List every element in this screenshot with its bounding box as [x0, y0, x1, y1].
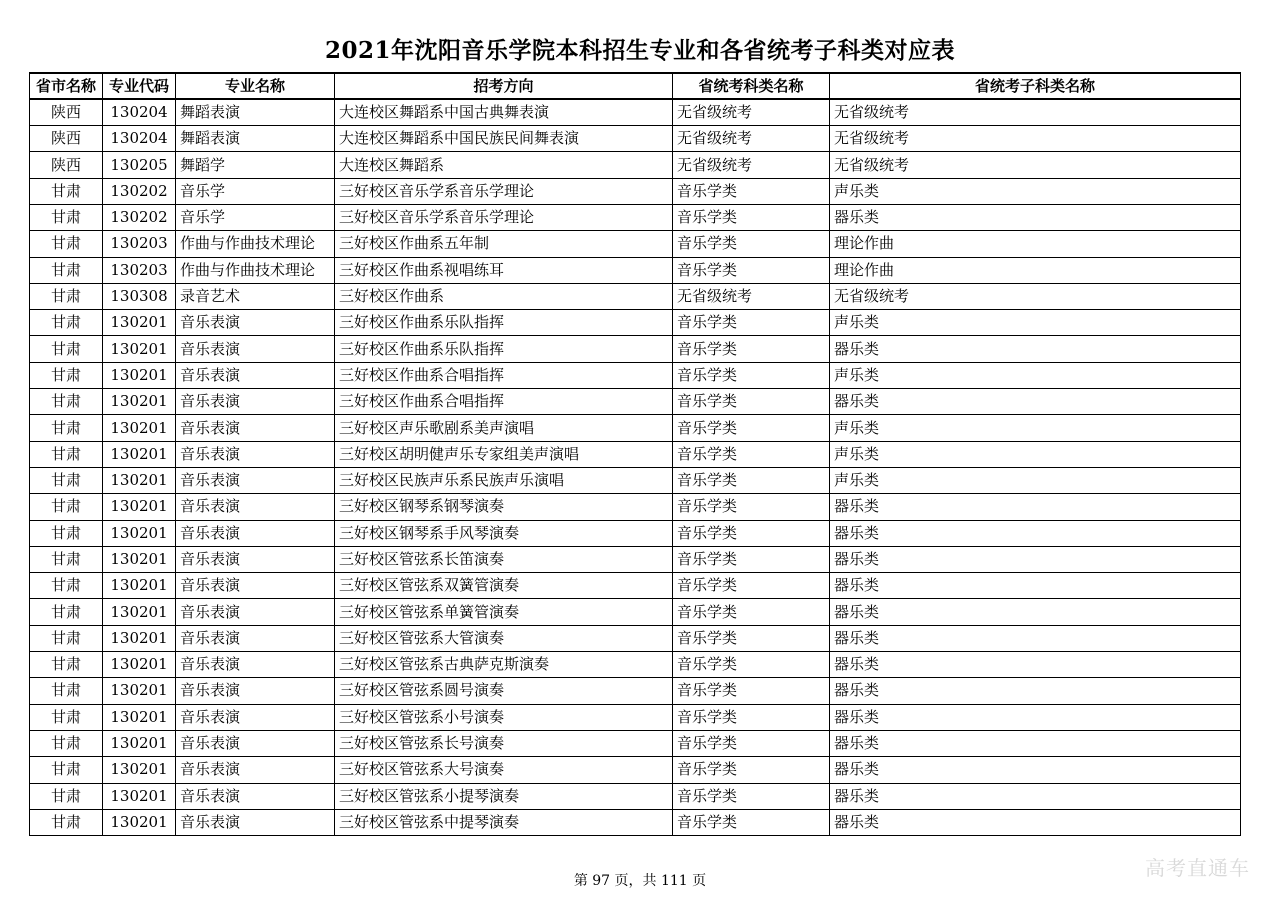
major-code-cell: 130201 [103, 336, 176, 362]
province-cell: 甘肃 [30, 336, 103, 362]
major-name-cell: 音乐表演 [176, 573, 335, 599]
direction-cell: 三好校区作曲系乐队指挥 [335, 336, 673, 362]
major-name-cell: 作曲与作曲技术理论 [176, 257, 335, 283]
major-name-cell: 音乐表演 [176, 652, 335, 678]
direction-cell: 三好校区管弦系长笛演奏 [335, 546, 673, 572]
header-direction: 招考方向 [335, 73, 673, 99]
exam-category-cell: 音乐学类 [673, 310, 830, 336]
exam-subcategory-cell: 理论作曲 [830, 257, 1241, 283]
major-name-cell: 音乐表演 [176, 809, 335, 835]
exam-subcategory-cell: 器乐类 [830, 652, 1241, 678]
province-cell: 甘肃 [30, 362, 103, 388]
exam-subcategory-cell: 声乐类 [830, 310, 1241, 336]
major-code-cell: 130201 [103, 809, 176, 835]
table-row [30, 99, 1241, 125]
direction-cell: 三好校区作曲系乐队指挥 [335, 310, 673, 336]
major-name-cell: 音乐表演 [176, 730, 335, 756]
major-code-cell: 130202 [103, 178, 176, 204]
province-cell: 甘肃 [30, 178, 103, 204]
direction-cell: 大连校区舞蹈系中国民族民间舞表演 [335, 126, 673, 152]
exam-subcategory-cell: 器乐类 [830, 204, 1241, 230]
table-row [30, 809, 1241, 835]
exam-category-cell: 音乐学类 [673, 204, 830, 230]
exam-category-cell: 音乐学类 [673, 757, 830, 783]
table-row [30, 467, 1241, 493]
province-cell: 甘肃 [30, 652, 103, 678]
major-code-cell: 130201 [103, 757, 176, 783]
table-row [30, 310, 1241, 336]
major-name-cell: 舞蹈表演 [176, 126, 335, 152]
exam-category-cell: 音乐学类 [673, 573, 830, 599]
exam-subcategory-cell: 器乐类 [830, 389, 1241, 415]
province-cell: 甘肃 [30, 809, 103, 835]
province-cell: 甘肃 [30, 389, 103, 415]
exam-subcategory-cell: 声乐类 [830, 415, 1241, 441]
exam-category-cell: 无省级统考 [673, 126, 830, 152]
exam-subcategory-cell: 器乐类 [830, 599, 1241, 625]
province-cell: 甘肃 [30, 204, 103, 230]
exam-subcategory-cell: 器乐类 [830, 704, 1241, 730]
province-cell: 陕西 [30, 152, 103, 178]
major-code-cell: 130201 [103, 389, 176, 415]
major-name-cell: 音乐表演 [176, 441, 335, 467]
exam-category-cell: 音乐学类 [673, 178, 830, 204]
major-code-cell: 130201 [103, 704, 176, 730]
major-code-cell: 130204 [103, 99, 176, 125]
major-code-cell: 130201 [103, 494, 176, 520]
direction-cell: 三好校区作曲系视唱练耳 [335, 257, 673, 283]
direction-cell: 三好校区管弦系大管演奏 [335, 625, 673, 651]
table-row [30, 126, 1241, 152]
direction-cell: 三好校区音乐学系音乐学理论 [335, 204, 673, 230]
major-code-cell: 130201 [103, 599, 176, 625]
major-code-cell: 130203 [103, 257, 176, 283]
table-row [30, 415, 1241, 441]
table-row [30, 336, 1241, 362]
table-row [30, 599, 1241, 625]
direction-cell: 大连校区舞蹈系中国古典舞表演 [335, 99, 673, 125]
province-cell: 甘肃 [30, 783, 103, 809]
direction-cell: 三好校区作曲系合唱指挥 [335, 362, 673, 388]
major-name-cell: 音乐表演 [176, 546, 335, 572]
table-row [30, 283, 1241, 309]
exam-category-cell: 音乐学类 [673, 704, 830, 730]
exam-category-cell: 音乐学类 [673, 494, 830, 520]
province-cell: 甘肃 [30, 546, 103, 572]
major-code-cell: 130204 [103, 126, 176, 152]
major-name-cell: 音乐表演 [176, 783, 335, 809]
header-exam-category: 省统考科类名称 [673, 73, 830, 99]
direction-cell: 三好校区钢琴系钢琴演奏 [335, 494, 673, 520]
direction-cell: 三好校区钢琴系手风琴演奏 [335, 520, 673, 546]
major-name-cell: 音乐表演 [176, 310, 335, 336]
major-name-cell: 音乐表演 [176, 494, 335, 520]
header-major-code: 专业代码 [103, 73, 176, 99]
exam-category-cell: 音乐学类 [673, 231, 830, 257]
province-cell: 甘肃 [30, 283, 103, 309]
header-exam-subcategory: 省统考子科类名称 [830, 73, 1241, 99]
major-name-cell: 音乐表演 [176, 625, 335, 651]
major-name-cell: 录音艺术 [176, 283, 335, 309]
table-row [30, 204, 1241, 230]
major-code-cell: 130201 [103, 546, 176, 572]
direction-cell: 三好校区管弦系圆号演奏 [335, 678, 673, 704]
table-row [30, 152, 1241, 178]
exam-category-cell: 无省级统考 [673, 99, 830, 125]
exam-category-cell: 音乐学类 [673, 336, 830, 362]
exam-subcategory-cell: 器乐类 [830, 573, 1241, 599]
table-row [30, 704, 1241, 730]
province-cell: 陕西 [30, 126, 103, 152]
header-major-name: 专业名称 [176, 73, 335, 99]
exam-category-cell: 音乐学类 [673, 599, 830, 625]
exam-subcategory-cell: 器乐类 [830, 494, 1241, 520]
province-cell: 甘肃 [30, 467, 103, 493]
exam-subcategory-cell: 器乐类 [830, 783, 1241, 809]
major-code-cell: 130201 [103, 678, 176, 704]
province-cell: 甘肃 [30, 599, 103, 625]
exam-category-cell: 音乐学类 [673, 467, 830, 493]
page-footer: 第 97 页，共 111 页 [573, 873, 707, 889]
page-title: 2021年沈阳音乐学院本科招生专业和各省统考子科类对应表 [324, 37, 955, 64]
table-header [30, 73, 1241, 99]
exam-category-cell: 音乐学类 [673, 520, 830, 546]
province-cell: 甘肃 [30, 257, 103, 283]
table-row [30, 573, 1241, 599]
province-cell: 甘肃 [30, 415, 103, 441]
table-row [30, 441, 1241, 467]
direction-cell: 三好校区声乐歌剧系美声演唱 [335, 415, 673, 441]
watermark: 高考直通车 [1145, 856, 1250, 880]
exam-subcategory-cell: 声乐类 [830, 467, 1241, 493]
direction-cell: 三好校区作曲系合唱指挥 [335, 389, 673, 415]
direction-cell: 三好校区管弦系长号演奏 [335, 730, 673, 756]
major-code-cell: 130201 [103, 310, 176, 336]
exam-subcategory-cell: 声乐类 [830, 362, 1241, 388]
table-row [30, 389, 1241, 415]
province-cell: 甘肃 [30, 520, 103, 546]
major-code-cell: 130201 [103, 652, 176, 678]
exam-subcategory-cell: 无省级统考 [830, 152, 1241, 178]
table-row [30, 494, 1241, 520]
major-name-cell: 音乐表演 [176, 599, 335, 625]
province-cell: 甘肃 [30, 757, 103, 783]
table-row [30, 757, 1241, 783]
major-name-cell: 音乐表演 [176, 520, 335, 546]
exam-subcategory-cell: 声乐类 [830, 178, 1241, 204]
exam-category-cell: 音乐学类 [673, 625, 830, 651]
direction-cell: 三好校区管弦系单簧管演奏 [335, 599, 673, 625]
major-name-cell: 音乐表演 [176, 704, 335, 730]
table-row [30, 546, 1241, 572]
major-name-cell: 音乐表演 [176, 389, 335, 415]
major-code-cell: 130201 [103, 520, 176, 546]
table-row [30, 231, 1241, 257]
table-body [30, 99, 1241, 835]
province-cell: 甘肃 [30, 678, 103, 704]
exam-subcategory-cell: 无省级统考 [830, 99, 1241, 125]
exam-subcategory-cell: 无省级统考 [830, 283, 1241, 309]
major-name-cell: 舞蹈表演 [176, 99, 335, 125]
exam-category-cell: 音乐学类 [673, 678, 830, 704]
exam-category-cell: 音乐学类 [673, 257, 830, 283]
direction-cell: 三好校区音乐学系音乐学理论 [335, 178, 673, 204]
exam-subcategory-cell: 器乐类 [830, 730, 1241, 756]
direction-cell: 三好校区胡明健声乐专家组美声演唱 [335, 441, 673, 467]
exam-subcategory-cell: 器乐类 [830, 678, 1241, 704]
direction-cell: 三好校区作曲系五年制 [335, 231, 673, 257]
major-code-cell: 130308 [103, 283, 176, 309]
header-row [30, 73, 1241, 99]
major-name-cell: 音乐表演 [176, 678, 335, 704]
table-row [30, 783, 1241, 809]
exam-category-cell: 音乐学类 [673, 546, 830, 572]
exam-category-cell: 无省级统考 [673, 152, 830, 178]
major-code-cell: 130201 [103, 783, 176, 809]
major-code-cell: 130205 [103, 152, 176, 178]
province-cell: 甘肃 [30, 441, 103, 467]
table-row [30, 178, 1241, 204]
major-mapping-table [29, 72, 1241, 836]
province-cell: 甘肃 [30, 730, 103, 756]
major-code-cell: 130201 [103, 362, 176, 388]
province-cell: 甘肃 [30, 231, 103, 257]
major-code-cell: 130203 [103, 231, 176, 257]
direction-cell: 三好校区管弦系古典萨克斯演奏 [335, 652, 673, 678]
direction-cell: 三好校区民族声乐系民族声乐演唱 [335, 467, 673, 493]
direction-cell: 三好校区管弦系双簧管演奏 [335, 573, 673, 599]
table-row [30, 257, 1241, 283]
province-cell: 甘肃 [30, 704, 103, 730]
exam-subcategory-cell: 器乐类 [830, 336, 1241, 362]
exam-category-cell: 音乐学类 [673, 730, 830, 756]
exam-category-cell: 音乐学类 [673, 783, 830, 809]
direction-cell: 三好校区管弦系小提琴演奏 [335, 783, 673, 809]
major-name-cell: 音乐学 [176, 178, 335, 204]
exam-category-cell: 音乐学类 [673, 809, 830, 835]
major-code-cell: 130201 [103, 441, 176, 467]
major-code-cell: 130201 [103, 730, 176, 756]
exam-subcategory-cell: 器乐类 [830, 546, 1241, 572]
major-code-cell: 130201 [103, 415, 176, 441]
exam-subcategory-cell: 器乐类 [830, 625, 1241, 651]
major-name-cell: 作曲与作曲技术理论 [176, 231, 335, 257]
direction-cell: 大连校区舞蹈系 [335, 152, 673, 178]
table-row [30, 678, 1241, 704]
direction-cell: 三好校区管弦系中提琴演奏 [335, 809, 673, 835]
major-code-cell: 130202 [103, 204, 176, 230]
exam-subcategory-cell: 理论作曲 [830, 231, 1241, 257]
major-name-cell: 音乐表演 [176, 467, 335, 493]
table-row [30, 652, 1241, 678]
major-name-cell: 音乐学 [176, 204, 335, 230]
exam-category-cell: 音乐学类 [673, 415, 830, 441]
major-name-cell: 音乐表演 [176, 336, 335, 362]
direction-cell: 三好校区作曲系 [335, 283, 673, 309]
direction-cell: 三好校区管弦系小号演奏 [335, 704, 673, 730]
major-code-cell: 130201 [103, 625, 176, 651]
header-province: 省市名称 [30, 73, 103, 99]
exam-subcategory-cell: 器乐类 [830, 809, 1241, 835]
province-cell: 甘肃 [30, 625, 103, 651]
exam-category-cell: 音乐学类 [673, 441, 830, 467]
table-row [30, 362, 1241, 388]
major-name-cell: 音乐表演 [176, 362, 335, 388]
exam-category-cell: 音乐学类 [673, 362, 830, 388]
exam-subcategory-cell: 器乐类 [830, 520, 1241, 546]
exam-subcategory-cell: 器乐类 [830, 757, 1241, 783]
major-code-cell: 130201 [103, 573, 176, 599]
direction-cell: 三好校区管弦系大号演奏 [335, 757, 673, 783]
exam-subcategory-cell: 无省级统考 [830, 126, 1241, 152]
major-code-cell: 130201 [103, 467, 176, 493]
table-row [30, 625, 1241, 651]
exam-category-cell: 音乐学类 [673, 652, 830, 678]
table-row [30, 520, 1241, 546]
major-name-cell: 音乐表演 [176, 757, 335, 783]
exam-category-cell: 音乐学类 [673, 389, 830, 415]
major-name-cell: 音乐表演 [176, 415, 335, 441]
table-row [30, 730, 1241, 756]
province-cell: 甘肃 [30, 573, 103, 599]
province-cell: 甘肃 [30, 494, 103, 520]
province-cell: 甘肃 [30, 310, 103, 336]
exam-subcategory-cell: 声乐类 [830, 441, 1241, 467]
major-name-cell: 舞蹈学 [176, 152, 335, 178]
province-cell: 陕西 [30, 99, 103, 125]
exam-category-cell: 无省级统考 [673, 283, 830, 309]
